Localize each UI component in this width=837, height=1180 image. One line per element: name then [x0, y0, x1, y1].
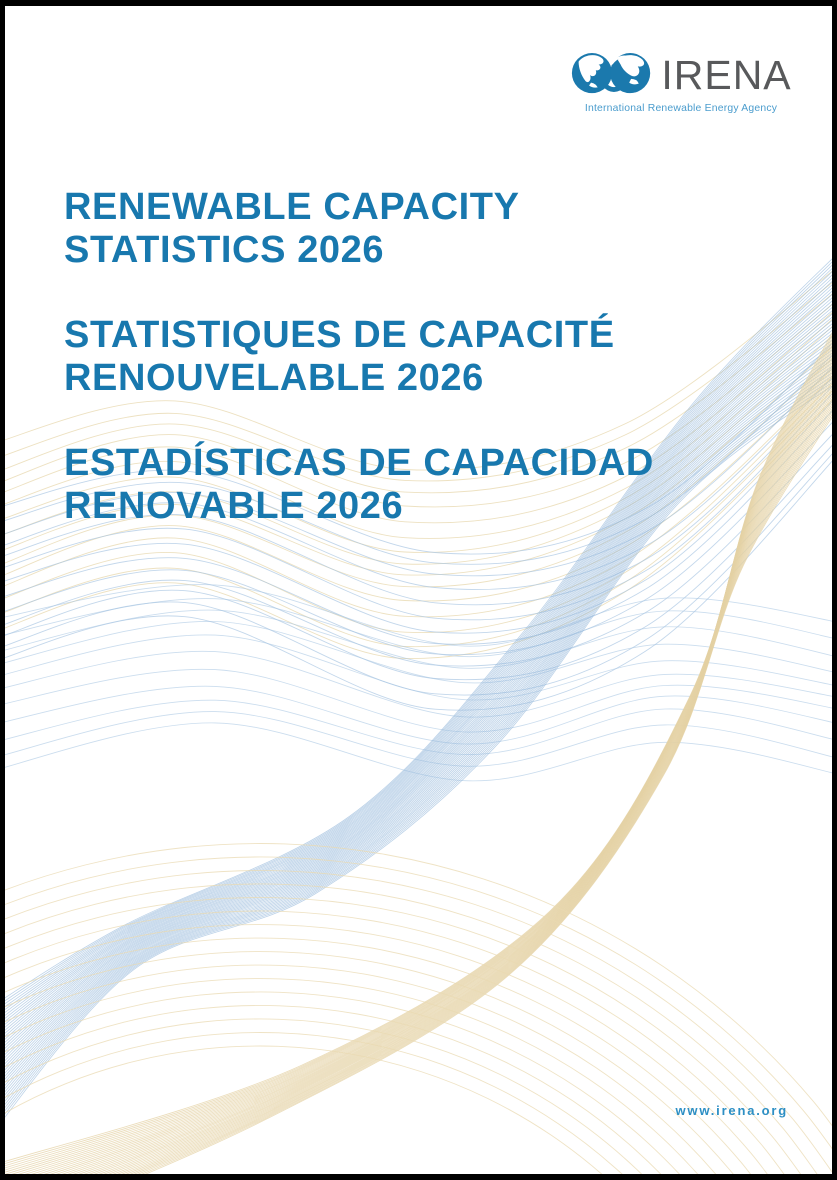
irena-logo — [570, 48, 792, 114]
right-globe — [610, 53, 650, 93]
website-link[interactable]: www.irena.org — [675, 1103, 788, 1118]
title-spanish-line2: RENOVABLE 2026 — [64, 485, 404, 527]
logo-wordmark: IRENA — [661, 52, 792, 98]
title-french-line2: RENOUVELABLE 2026 — [64, 357, 484, 399]
title-english — [64, 186, 654, 272]
title-spanish-line1: ESTADÍSTICAS DE CAPACIDAD — [64, 442, 654, 484]
irena-globes-icon — [570, 48, 654, 102]
title-block — [64, 186, 654, 570]
logo-tagline: International Renewable Energy Agency — [584, 103, 778, 114]
cover-page — [5, 6, 832, 1174]
logo-row — [570, 48, 791, 102]
guilloche-wave-pattern — [5, 6, 832, 1174]
title-spanish — [64, 442, 654, 528]
title-english-line1: RENEWABLE CAPACITY — [64, 186, 520, 228]
title-french — [64, 314, 654, 400]
title-english-line2: STATISTICS 2026 — [64, 229, 385, 271]
title-french-line1: STATISTIQUES DE CAPACITÉ — [64, 314, 615, 356]
